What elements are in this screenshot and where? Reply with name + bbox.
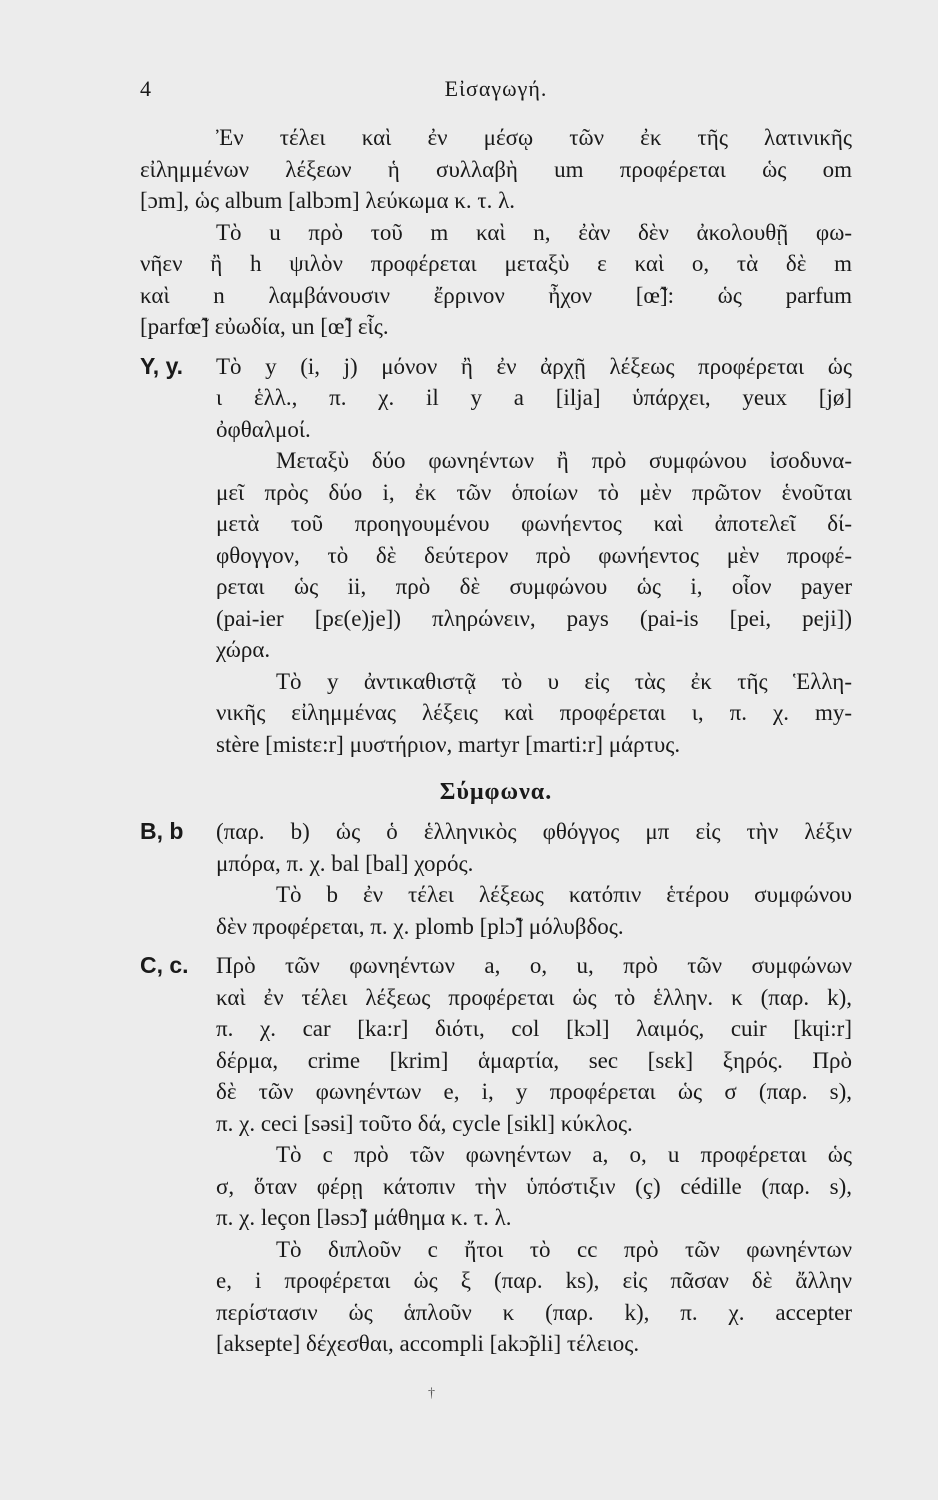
text-line: Τὸ y ἀντικαθιστᾷ τὸ υ εἰς τὰς ἐκ τῆς Ἑλλη-	[276, 668, 852, 694]
text-line: [akseptе] δέχεσθαι, accompli [akɔ̃pli] τέλειος.	[216, 1331, 640, 1356]
text-line: [ɔm], ὡς album [albɔm] λεύκωμα κ. τ. λ.	[140, 188, 516, 213]
text-line: ρεται ὡς ii, πρὸ δὲ συμφώνου ὡς i, οἷον payer	[216, 574, 852, 599]
text-line: Τὸ y (i, j) μόνον ἢ ἐν ἀρχῇ λέξεως προφέρεται ὡς	[216, 353, 852, 379]
text-line: [parfœ̃] εὐωδία, un [œ̃] εἷς.	[140, 314, 389, 339]
text-line: Ἐν τέλει καὶ ἐν μέσῳ τῶν ἐκ τῆς λατινικῆς	[216, 125, 852, 150]
running-title: Εἰσαγωγή.	[444, 76, 548, 101]
text-line: σ, ὅταν φέρῃ κάτοπιν τὴν ὑπόστιξιν (ç) cédille (παρ. s),	[216, 1173, 852, 1199]
text-line: Μεταξὺ δύο φωνηέντων ἢ πρὸ συμφώνου ἰσοδυνα-	[276, 448, 852, 473]
entry-c	[140, 950, 852, 982]
letter-marker-b: B, b	[140, 818, 184, 844]
text-line: φθογγον, τὸ δὲ δεύτερον πρὸ φωνήεντος μὲν προφέ-	[216, 542, 852, 568]
text-line: νῆεν ἢ h ψιλὸν προφέρεται μεταξὺ ε καὶ ο, τὰ δὲ m	[140, 251, 852, 276]
page-number: 4	[140, 76, 151, 101]
text-line: καὶ ἐν τέλει λέξεως προφέρεται ὡς τὸ ἑλλην. κ (παρ. k),	[216, 984, 852, 1010]
text-line: stère [mistɛ:r] μυστήριον, martyr [marti:r] μάρτυς.	[216, 731, 681, 757]
text-line: π. χ. leçon [ləsɔ̃] μάθημα κ. τ. λ.	[216, 1205, 512, 1230]
text-line: (παρ. b) ὡς ὁ ἑλληνικὸς φθόγγος μπ εἰς τὴν λέξιν	[216, 819, 852, 844]
text-line: νικῆς εἰλημμένας λέξεις καὶ προφέρεται ι, π. χ. my-	[216, 700, 852, 725]
text-line: περίστασιν ὡς ἁπλοῦν κ (παρ. k), π. χ. accepter	[216, 1299, 852, 1325]
text-line: δέρμα, crime [krim] ἁμαρτία, sec [sɛk] ξηρός. Πρὸ	[216, 1047, 852, 1073]
text-line: Τὸ διπλοῦν c ἤτοι τὸ cc πρὸ τῶν φωνηέντων	[276, 1236, 852, 1262]
letter-marker-c: C, c.	[140, 952, 189, 978]
footer-mark: †	[428, 1386, 435, 1401]
text-line: π. χ. car [ka:r] διότι, col [kɔl] λαιμός, cuir [kɥi:r]	[216, 1016, 852, 1041]
text-line: ι ἑλλ., π. χ. il y a [ilja] ὑπάρχει, yeux [jø]	[216, 385, 852, 410]
text-line: χώρα.	[216, 637, 271, 662]
text-line: ὀφθαλμοί.	[216, 416, 311, 442]
letter-marker-y: Y, y.	[140, 352, 184, 379]
text-line: δὲ τῶν φωνηέντων e, i, y προφέρεται ὡς σ (παρ. s),	[216, 1079, 852, 1104]
page-header	[140, 76, 852, 110]
entry-y	[140, 351, 852, 383]
text-line: μεῖ πρὸς δύο i, ἐκ τῶν ὁποίων τὸ μὲν πρῶτον ἑνοῦται	[216, 479, 852, 505]
text-line: e, i προφέρεται ὡς ξ (παρ. ks), εἰς πᾶσαν δὲ ἄλλην	[216, 1268, 852, 1293]
text-line: Τὸ b ἐν τέλει λέξεως κατόπιν ἑτέρου συμφώνου	[276, 882, 852, 907]
text-line: Τὸ u πρὸ τοῦ m καὶ n, ἐὰν δὲν ἀκολουθῇ φω-	[216, 219, 852, 245]
text-line: Πρὸ τῶν φωνηέντων a, o, u, πρὸ τῶν συμφώνων	[216, 953, 852, 978]
text-line: μετὰ τοῦ προηγουμένου φωνήεντος καὶ ἀποτελεῖ δί-	[216, 511, 852, 536]
entry-b	[140, 816, 852, 848]
body-text	[140, 122, 852, 1360]
text-line: (pai-ier [pɛ(e)je]) πληρώνειν, pays (pai-is [pei, peji])	[216, 605, 852, 631]
text-line: π. χ. ceci [səsi] τοῦτο δά, cycle [sikl] κύκλος.	[216, 1110, 633, 1136]
text-line: μπόρα, π. χ. bal [bal] χορός.	[216, 850, 474, 876]
text-line: καὶ n λαμβάνουσιν ἔρρινον ἦχον [œ̃]: ὡς parfum	[140, 282, 852, 308]
text-line: δὲν προφέρεται, π. χ. plomb [plɔ̃] μόλυβδος.	[216, 913, 624, 939]
text-line: Τὸ c πρὸ τῶν φωνηέντων a, o, u προφέρεται ὡς	[276, 1142, 852, 1167]
text-line: εἰλημμένων λέξεων ἡ συλλαβὴ um προφέρεται ὡς om	[140, 156, 852, 182]
section-heading: Σύμφωνα.	[439, 779, 553, 805]
